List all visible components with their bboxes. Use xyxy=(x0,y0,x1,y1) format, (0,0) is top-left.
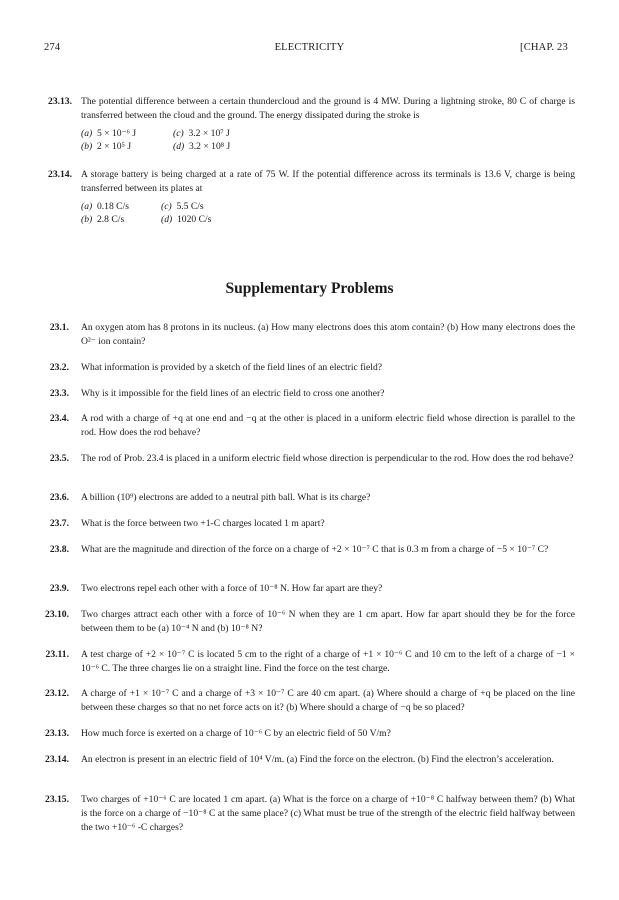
problem-number: 23.13. xyxy=(45,728,69,739)
problem-text: A storage battery is being charged at a rate of 75 W. If the potential difference across its terminals is 13.6 V, charge is being transferred between its plates at xyxy=(81,169,575,194)
problem-text: An electron is present in an electric field of 10⁴ V/m. (a) Find the force on the electron. (b) Find the electron’s acceleration. xyxy=(81,754,554,765)
problem-text: A charge of +1 × 10⁻⁷ C and a charge of +3 × 10⁻⁷ C are 40 cm apart. (a) Where should a charge of +q be placed on the line between these charges so that no net force acts on it? (b) Where should a charge of −q be so placed? xyxy=(81,688,575,713)
option-d: (d) 3.2 × 10⁸ J xyxy=(173,141,231,152)
problem-text: The rod of Prob. 23.4 is placed in a uniform electric field whose direction is perpendicular to the rod. How does the rod behave? xyxy=(81,453,574,464)
problem-text: What is the force between two +1-C charges located 1 m apart? xyxy=(81,518,325,529)
option-a: (a) 5 × 10⁻⁶ J xyxy=(81,128,137,139)
problem-number: 23.14. xyxy=(48,169,72,180)
problem-number: 23.5. xyxy=(49,453,69,464)
chapter-title: ELECTRICITY xyxy=(274,42,345,53)
problem-number: 23.6. xyxy=(49,492,69,503)
option-a: (a) 0.18 C/s xyxy=(81,201,129,212)
option-c: (c) 5.5 C/s xyxy=(161,201,204,212)
problem-text: Two charges of +10⁻⁶ C are located 1 cm apart. (a) What is the force on a charge of +10⁻⁸ C halfway between them? (b) What is the force on a charge of −10⁻⁸ C at the same place? (c) What must be true of the strength of the electric field halfway between the two +10⁻⁶ -C charges? xyxy=(81,794,575,833)
problem-number: 23.3. xyxy=(49,388,69,399)
problem-number: 23.8. xyxy=(49,544,69,555)
problem-text: An oxygen atom has 8 protons in its nucleus. (a) How many electrons does this atom contain? (b) How many electrons does the O²⁻ ion contain? xyxy=(81,322,575,347)
problem-number: 23.7. xyxy=(49,518,69,529)
problem-text: How much force is exerted on a charge of 10⁻⁶ C by an electric field of 50 V/m? xyxy=(81,728,391,739)
problem-text: A billion (10⁹) electrons are added to a neutral pith ball. What is its charge? xyxy=(81,492,371,503)
problem-number: 23.11. xyxy=(45,649,69,660)
option-b: (b) 2.8 C/s xyxy=(81,214,125,225)
problem-number: 23.12. xyxy=(45,688,69,699)
page-number: 274 xyxy=(44,42,61,53)
problem-text: Two charges attract each other with a force of 10⁻⁶ N when they are 1 cm apart. How far apart should they be for the force between them to be (a) 10⁻⁴ N and (b) 10⁻⁸ N? xyxy=(81,609,575,634)
problem-text: What information is provided by a sketch of the field lines of an electric field? xyxy=(81,362,383,373)
problem-number: 23.9. xyxy=(49,583,69,594)
section-title: Supplementary Problems xyxy=(225,280,394,297)
problem-number: 23.15. xyxy=(45,794,69,805)
problem-text: What are the magnitude and direction of the force on a charge of +2 × 10⁻⁷ C that is 0.3 m from a charge of −5 × 10⁻⁷ C? xyxy=(81,544,549,555)
problem-text: A test charge of +2 × 10⁻⁷ C is located 5 cm to the right of a charge of +1 × 10⁻⁶ C and 10 cm to the left of a charge of −1 × 10⁻⁶ C. The three charges lie on a straight line. Find the force on the test charge. xyxy=(81,649,575,674)
problem-number: 23.14. xyxy=(45,754,69,765)
problem-number: 23.2. xyxy=(49,362,69,373)
problem-number: 23.1. xyxy=(49,322,69,333)
problem-text: Why is it impossible for the field lines of an electric field to cross one another? xyxy=(81,388,385,399)
problem-number: 23.4. xyxy=(49,413,69,424)
option-d: (d) 1020 C/s xyxy=(161,214,212,225)
problem-text: Two electrons repel each other with a force of 10⁻⁸ N. How far apart are they? xyxy=(81,583,383,594)
chapter-reference: [CHAP. 23 xyxy=(520,42,568,53)
problem-number: 23.10. xyxy=(45,609,69,620)
option-c: (c) 3.2 × 10⁷ J xyxy=(173,128,230,139)
problem-text: A rod with a charge of +q at one end and −q at the other is placed in a uniform electric field whose direction is parallel to the rod. How does the rod behave? xyxy=(81,413,575,438)
problem-number: 23.13. xyxy=(48,96,72,107)
problem-text: The potential difference between a certain thundercloud and the ground is 4 MW. During a lightning stroke, 80 C of charge is transferred between the cloud and the ground. The energy dissipated during the stroke is xyxy=(81,96,575,121)
option-b: (b) 2 × 10⁵ J xyxy=(81,141,132,152)
